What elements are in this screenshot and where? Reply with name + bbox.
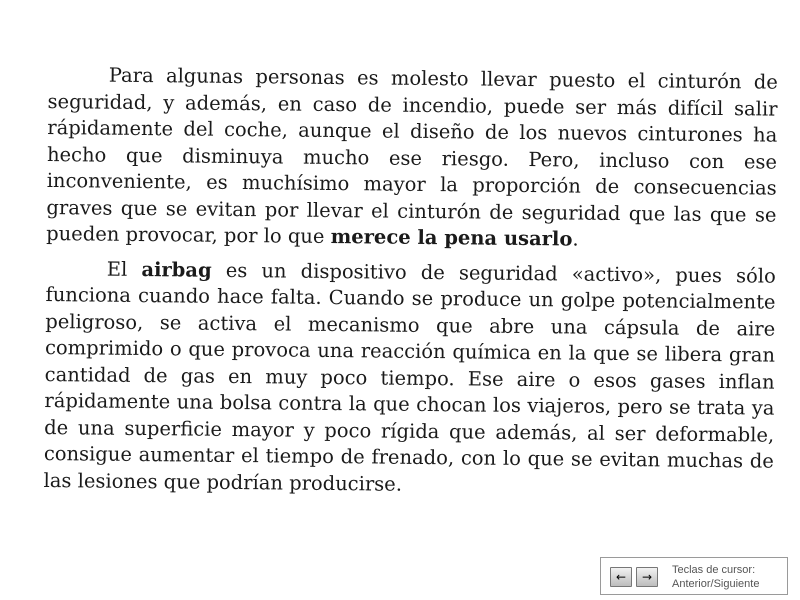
paragraph-seatbelt [46,62,778,255]
paragraph-seatbelt-text: Para algunas personas es molesto llevar puesto el cinturón de seguridad, y además, en caso de incendio, puede ser más difícil salir rápidamente del coche, aunque el diseño de los nuevos cinturones ha hecho que disminuya mucho ese riesgo. Pero, incluso con ese inconveniente, es muchísimo mayor la proporción de consecuencias graves que se evitan por llevar el cinturón de seguridad que las que se pueden provocar, por lo que [46,63,778,248]
paragraph-airbag-start: El [106,257,142,281]
navigation-hint-line2: Anterior/Siguiente [672,578,760,590]
navigation-panel [600,557,788,595]
arrow-left-icon: ← [615,570,627,584]
paragraph-airbag [43,255,775,501]
body-text [43,62,778,510]
paragraph-seatbelt-end: . [572,227,579,251]
paragraph-airbag-text: es un dispositivo de seguridad «activo», pues sólo funciona cuando hace falta. Cuando se produce un golpe potencialmente peligroso, se activa el mecanismo que abre una cápsula de aire comprimido o que provoca una reacción química en la que se libera gran cantidad de gas en muy poco tiempo. Ese aire o esos gases inflan rápidamente una bolsa contra la que chocan los viajeros, pero se trata ya de una superficie mayor y poco rígida que además, al ser deformable, consigue aumentar el tiempo de frenado, con lo que se evitan muchas de las lesiones que podrían producirse. [43,258,776,496]
next-button[interactable] [636,567,658,587]
paragraph-airbag-term: airbag [141,257,212,282]
previous-button[interactable] [610,567,632,587]
navigation-hint [672,563,759,591]
navigation-hint-line1: Teclas de cursor: [672,564,756,576]
arrow-right-icon: → [641,570,653,584]
paragraph-seatbelt-emphasis: merece la pena usarlo [330,224,573,251]
